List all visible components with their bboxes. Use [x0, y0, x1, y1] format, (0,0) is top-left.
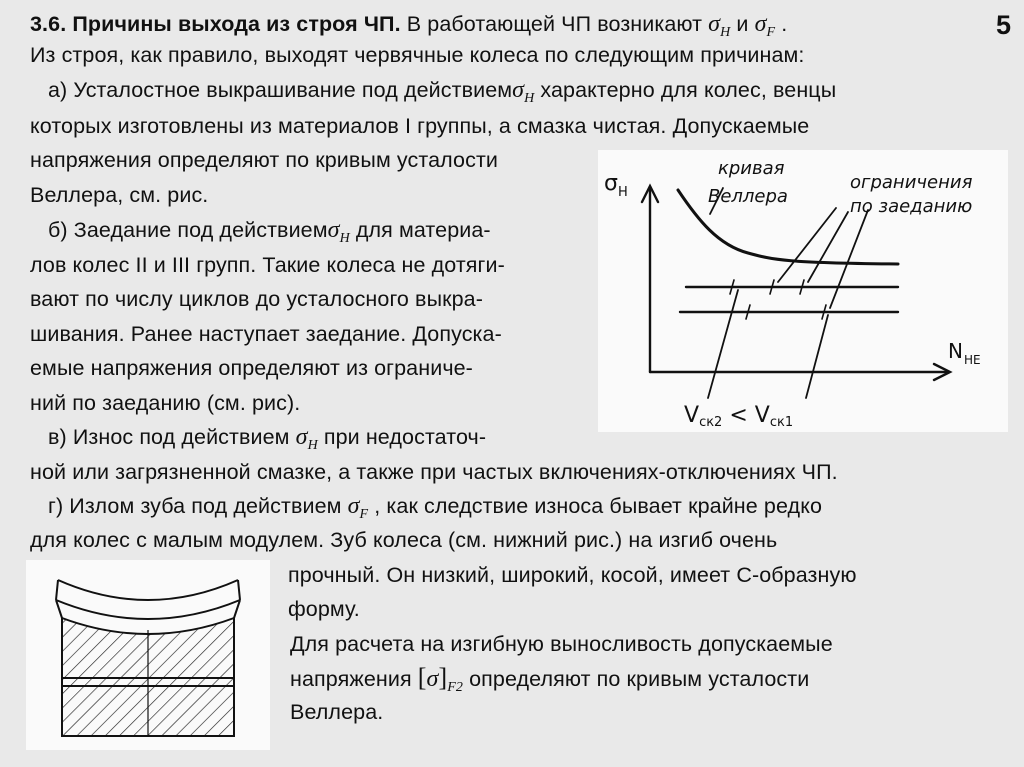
- para-b-end: для материа-: [349, 218, 491, 242]
- weller-diagram-svg: [598, 150, 1008, 432]
- para-a-start: а) Усталостное выкрашивание под действием: [48, 78, 513, 102]
- text-line: емые напряжения определяют из ограниче-: [30, 356, 473, 380]
- limit-label-line2: по заеданию: [850, 196, 973, 217]
- sigma-symbol: σ: [327, 217, 340, 243]
- text-line: шивания. Ранее наступает заедание. Допуска-: [30, 322, 502, 346]
- heading-end: .: [775, 12, 788, 36]
- para-e-start: напряжения: [290, 667, 418, 691]
- para-b-start: б) Заедание под действием: [48, 218, 328, 242]
- para-c-start: в) Износ под действием: [48, 425, 296, 449]
- subscript-h: H: [339, 231, 350, 246]
- heading-text: В работающей ЧП возникают: [400, 12, 709, 36]
- v-label-1: V: [684, 403, 700, 428]
- curve-label-line2: Веллера: [708, 186, 788, 207]
- weller-diagram: [598, 150, 1008, 432]
- x-axis-subscript: HE: [964, 353, 981, 367]
- y-axis-subscript: H: [618, 185, 628, 200]
- sigma-symbol: σ: [295, 424, 308, 450]
- text-line: ной или загрязненной смазке, а также при частых включениях-отключениях ЧП.: [30, 460, 838, 484]
- v-label-2: V: [754, 403, 770, 428]
- text-line: [48, 76, 836, 113]
- v-subscript-1: ск2: [699, 415, 723, 430]
- sigma-symbol: σ: [512, 77, 525, 103]
- tooth-section-svg: [26, 560, 270, 750]
- subscript-h: H: [720, 25, 731, 40]
- text-line: [48, 216, 491, 253]
- leader-line: [708, 290, 738, 398]
- text-line: форму.: [288, 597, 360, 621]
- v-label-group: [684, 403, 793, 430]
- text-line: которых изготовлены из материалов I группы, а смазка чистая. Допускаемые: [30, 114, 810, 138]
- y-axis-label: σ: [604, 171, 618, 196]
- text-line: напряжения определяют по кривым усталости: [30, 148, 499, 172]
- leader-line: [808, 212, 848, 282]
- para-d-end: , как следствие износа бывает крайне редко: [368, 494, 822, 518]
- text-line: прочный. Он низкий, широкий, косой, имеет С-образную: [288, 563, 857, 587]
- sigma-symbol: σ: [426, 666, 439, 692]
- sigma-symbol: σ: [708, 11, 721, 37]
- leader-line: [778, 208, 836, 282]
- text-line: вают по числу циклов до усталосного выкра-: [30, 287, 484, 311]
- subscript-h: H: [307, 438, 318, 453]
- limit-label-line1: ограничения: [850, 172, 973, 193]
- subscript-h: H: [524, 91, 535, 106]
- leader-line: [806, 315, 828, 398]
- text-line: напряжения $[\sigma]_{F2}$ определяют по кривым усталости: [290, 663, 810, 695]
- text-line: для колес с малым модулем. Зуб колеса (см. нижний рис.) на изгиб очень: [30, 528, 778, 552]
- text-line: Веллера, см. рис.: [30, 183, 209, 207]
- text-line: Из строя, как правило, выходят червячные колеса по следующим причинам:: [30, 43, 805, 67]
- section-title: 3.6. Причины выхода из строя ЧП.: [30, 12, 401, 36]
- text-line: Веллера.: [290, 700, 384, 724]
- text-line: ний по заеданию (см. рис).: [30, 391, 301, 415]
- para-d-start: г) Излом зуба под действием: [48, 494, 348, 518]
- sigma-symbol: σ: [347, 493, 360, 519]
- x-axis-label: N: [948, 339, 963, 363]
- curve-label-line1: кривая: [718, 158, 785, 179]
- sigma-symbol: σ: [754, 11, 767, 37]
- tooth-inner-arc: [56, 600, 240, 619]
- text-line: [48, 492, 822, 529]
- heading-and: и: [730, 12, 755, 36]
- para-c-end: при недостаточ-: [317, 425, 487, 449]
- text-line: Для расчета на изгибную выносливость допускаемые: [290, 632, 833, 656]
- tooth-top-arc: [58, 580, 238, 600]
- para-e-end: определяют по кривым усталости: [463, 667, 810, 691]
- less-than: <: [722, 403, 755, 428]
- text-line: лов колес II и III групп. Такие колеса не дотяги-: [30, 253, 505, 277]
- page-number: 5: [996, 10, 1012, 40]
- para-a-end: характерно для колес, венцы: [534, 78, 837, 102]
- v-subscript-2: ск1: [769, 415, 794, 430]
- subscript-f2: F2: [447, 680, 464, 695]
- subscript-f: F: [359, 507, 369, 522]
- subscript-f: F: [766, 25, 776, 40]
- leader-line: [830, 210, 868, 308]
- tooth-section-figure: [26, 560, 270, 750]
- text-line: [48, 423, 486, 460]
